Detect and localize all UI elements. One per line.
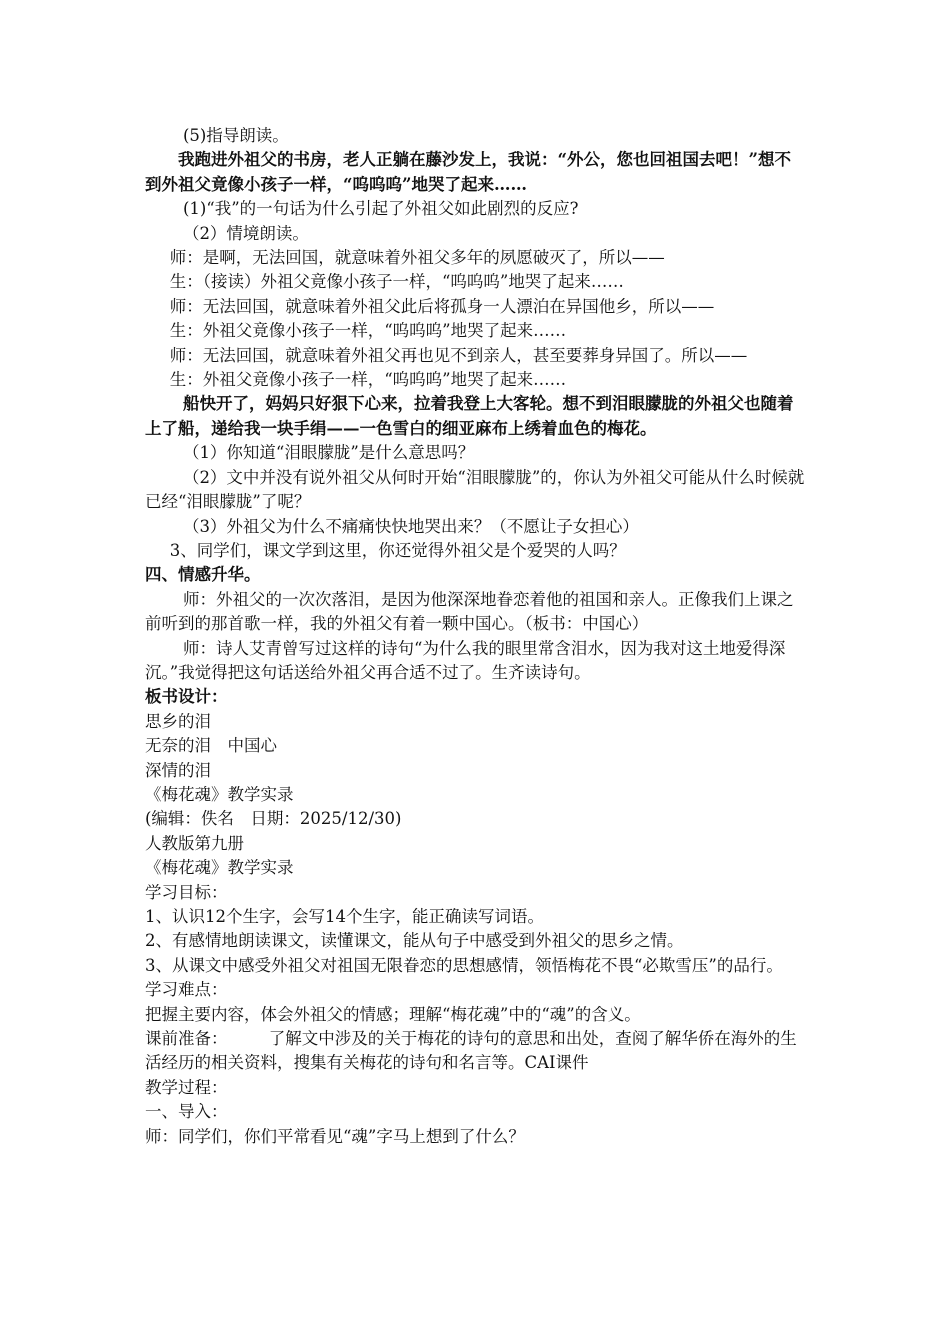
text-line: 师：外祖父的一次次落泪，是因为他深深地眷恋着他的祖国和亲人。正像我们上课之前听到的那首歌一样，我的外祖父有着一颗中国心。（板书：中国心） — [145, 589, 794, 634]
doc-meta: (编辑：佚名 日期：2025/12/30) — [145, 809, 402, 829]
text-line: 师：无法回国，就意味着外祖父再也见不到亲人，甚至要葬身异国了。所以—— — [169, 345, 748, 365]
text-line: 人教版第九册 — [145, 833, 244, 853]
text-line: 生：（接读）外祖父竟像小孩子一样，“呜呜呜”地哭了起来…… — [169, 272, 624, 292]
text-line: 我跑进外祖父的书房，老人正躺在藤沙发上，我说：“外公，您也回祖国去吧！”想不到外祖父竟像小孩子一样，“呜呜呜”地哭了起来…… — [145, 150, 791, 194]
board-line: 无奈的泪 中国心 — [145, 736, 277, 756]
text-line: 师：诗人艾青曾写过这样的诗句“为什么我的眼里常含泪水，因为我对这土地爱得深沉。”我觉得把这句话送给外祖父再合适不过了。生齐读诗句。 — [145, 638, 786, 682]
doc-title: 《梅花魂》教学实录 — [145, 858, 294, 878]
text-line: (1)“我”的一句话为什么引起了外祖父如此剧烈的反应? — [182, 199, 579, 219]
text-line: 师：同学们，你们平常看见“魂”字马上想到了什么？ — [145, 1126, 525, 1146]
text-line: （3）外祖父为什么不痛痛快快地哭出来？（不愿让子女担心） — [182, 516, 639, 536]
text-line: （2）情境朗读。 — [182, 223, 309, 243]
text-line: 2、有感情地朗读课文，读懂课文，能从句子中感受到外祖父的思乡之情。 — [145, 931, 684, 951]
text-line: 3、同学们，课文学到这里，你还觉得外祖父是个爱哭的人吗？ — [169, 540, 626, 560]
text-line: 课前准备： 了解文中涉及的关于梅花的诗句的意思和出处，查阅了解华侨在海外的生活经历的相关资料，搜集有关梅花的诗句和名言等。CAI课件 — [145, 1029, 797, 1073]
text-line: 生：外祖父竟像小孩子一样，“呜呜呜”地哭了起来…… — [169, 321, 567, 341]
section-heading: 板书设计： — [145, 687, 228, 707]
text-line: 师：无法回国，就意味着外祖父此后将孤身一人漂泊在异国他乡，所以—— — [169, 296, 715, 316]
board-line: 深情的泪 — [145, 760, 211, 780]
document-body — [145, 124, 805, 1149]
text-line: 生：外祖父竟像小孩子一样，“呜呜呜”地哭了起来…… — [169, 370, 567, 390]
text-line: 1、认识12个生字，会写14个生字，能正确读写词语。 — [145, 907, 544, 926]
text-line: 3、从课文中感受外祖父对祖国无限眷恋的思想感情，领悟梅花不畏“必欺雪压”的品行。 — [145, 955, 783, 975]
text-line: 师：是啊，无法回国，就意味着外祖父多年的夙愿破灭了，所以—— — [169, 248, 665, 268]
text-line: 把握主要内容，体会外祖父的情感；理解“梅花魂”中的“魂”的含义。 — [145, 1004, 641, 1024]
text-line: (5)指导朗读。 — [182, 126, 289, 145]
section-heading: 四、情感升华。 — [145, 565, 261, 585]
section-heading: 教学过程： — [145, 1077, 228, 1097]
section-heading: 一、导入： — [145, 1102, 228, 1122]
board-line: 思乡的泪 — [145, 711, 211, 731]
doc-title: 《梅花魂》教学实录 — [145, 784, 294, 804]
section-heading: 学习难点： — [145, 980, 228, 1000]
section-heading: 学习目标： — [145, 882, 228, 902]
text-line: （1）你知道“泪眼朦胧”是什么意思吗？ — [182, 443, 475, 463]
text-line: （2）文中并没有说外祖父从何时开始“泪眼朦胧”的，你认为外祖父可能从什么时候就已经“泪眼朦胧”了呢？ — [145, 467, 805, 512]
text-line: 船快开了，妈妈只好狠下心来，拉着我登上大客轮。想不到泪眼朦胧的外祖父也随着上了船，递给我一块手绢——一色雪白的细亚麻布上绣着血色的梅花。 — [145, 394, 794, 438]
